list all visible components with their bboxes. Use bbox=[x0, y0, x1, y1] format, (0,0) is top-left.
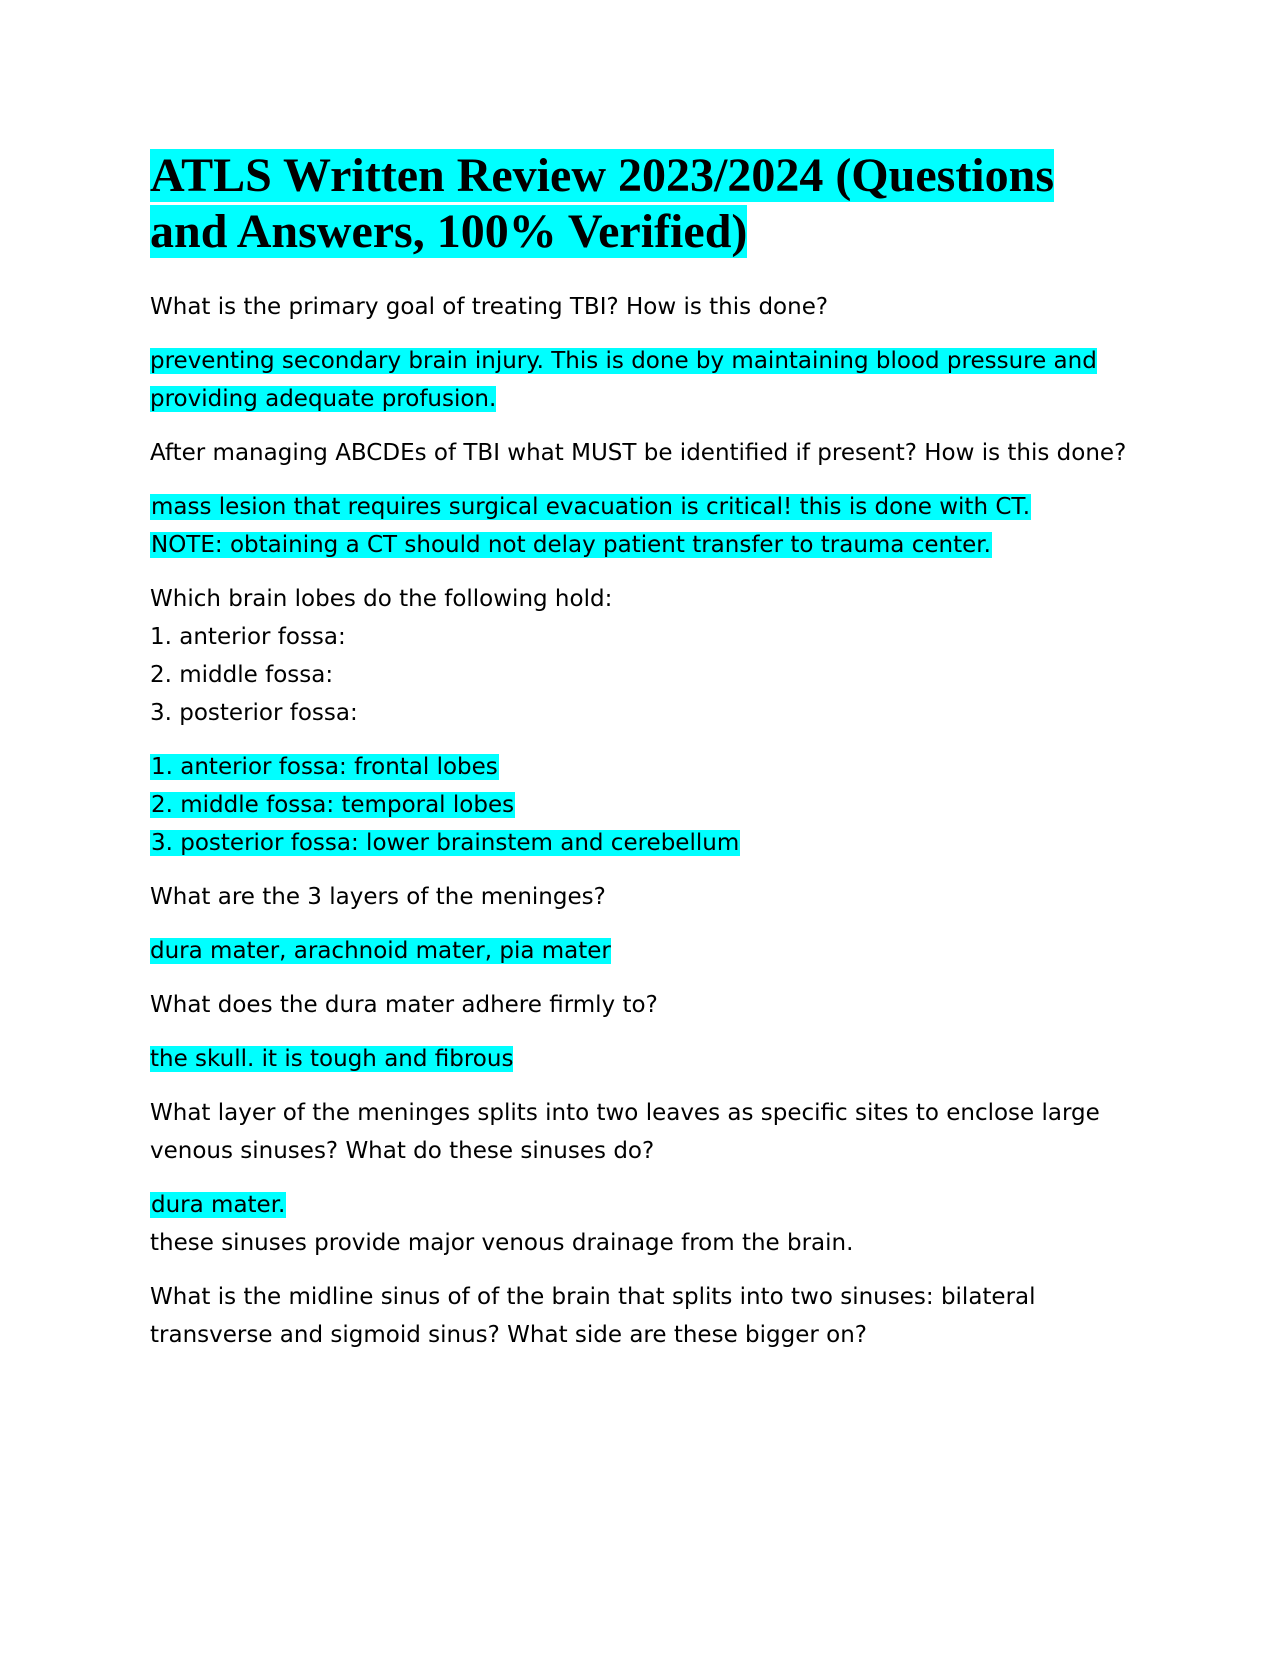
document-title-text: ATLS Written Review 2023/2024 (Questions and Answers, 100% Verified) bbox=[150, 149, 1055, 258]
document-title bbox=[150, 148, 1135, 260]
question-line: After managing ABCDEs of TBI what MUST be identified if present? How is this done? bbox=[150, 440, 1127, 466]
answer-block bbox=[150, 488, 1135, 564]
answer-text: preventing secondary brain injury. This is done by maintaining blood pressure and providing adequate profusion. bbox=[150, 348, 1097, 412]
answer-text: the skull. it is tough and fibrous bbox=[150, 1046, 514, 1072]
answer-line bbox=[150, 526, 1135, 564]
question-line: 3. posterior fossa: bbox=[150, 700, 358, 726]
answer-line bbox=[150, 1186, 1135, 1224]
question-block bbox=[150, 1278, 1135, 1354]
question-line: Which brain lobes do the following hold: bbox=[150, 586, 613, 612]
question-block bbox=[150, 1094, 1135, 1170]
answer-line bbox=[150, 748, 1135, 786]
question-line: 1. anterior fossa: bbox=[150, 624, 346, 650]
question-line: What layer of the meninges splits into two leaves as specific sites to enclose large venous sinuses? What do these sinuses do? bbox=[150, 1100, 1100, 1164]
question-line: What is the midline sinus of of the brain that splits into two sinuses: bilateral transverse and sigmoid sinus? What side are these bigger on? bbox=[150, 1284, 1036, 1348]
answer-line bbox=[150, 488, 1135, 526]
question-line: What are the 3 layers of the meninges? bbox=[150, 884, 606, 910]
answer-text: 3. posterior fossa: lower brainstem and cerebellum bbox=[151, 830, 740, 856]
answer-block bbox=[150, 1040, 1135, 1078]
document-page bbox=[150, 148, 1135, 1370]
answer-extra-line: these sinuses provide major venous drainage from the brain. bbox=[150, 1230, 854, 1256]
answer-block bbox=[150, 748, 1135, 862]
answer-block bbox=[150, 932, 1135, 970]
answer-text: dura mater. bbox=[151, 1192, 286, 1218]
answer-block bbox=[150, 342, 1135, 418]
answer-line bbox=[150, 786, 1135, 824]
answer-text: dura mater, arachnoid mater, pia mater bbox=[150, 938, 611, 964]
question-line: 2. middle fossa: bbox=[150, 662, 334, 688]
answer-line bbox=[150, 824, 1135, 862]
question-block bbox=[150, 288, 1135, 326]
question-block bbox=[150, 986, 1135, 1024]
question-block bbox=[150, 434, 1135, 472]
question-block bbox=[150, 580, 1135, 732]
question-block bbox=[150, 878, 1135, 916]
answer-block bbox=[150, 1186, 1135, 1262]
answer-text: mass lesion that requires surgical evacuation is critical! this is done with CT. bbox=[151, 494, 1031, 520]
question-line: What does the dura mater adhere firmly to? bbox=[150, 992, 658, 1018]
answer-text: 1. anterior fossa: frontal lobes bbox=[151, 754, 498, 780]
question-line: What is the primary goal of treating TBI? How is this done? bbox=[150, 294, 829, 320]
answer-text: NOTE: obtaining a CT should not delay patient transfer to trauma center. bbox=[151, 532, 991, 558]
answer-text: 2. middle fossa: temporal lobes bbox=[151, 792, 515, 818]
